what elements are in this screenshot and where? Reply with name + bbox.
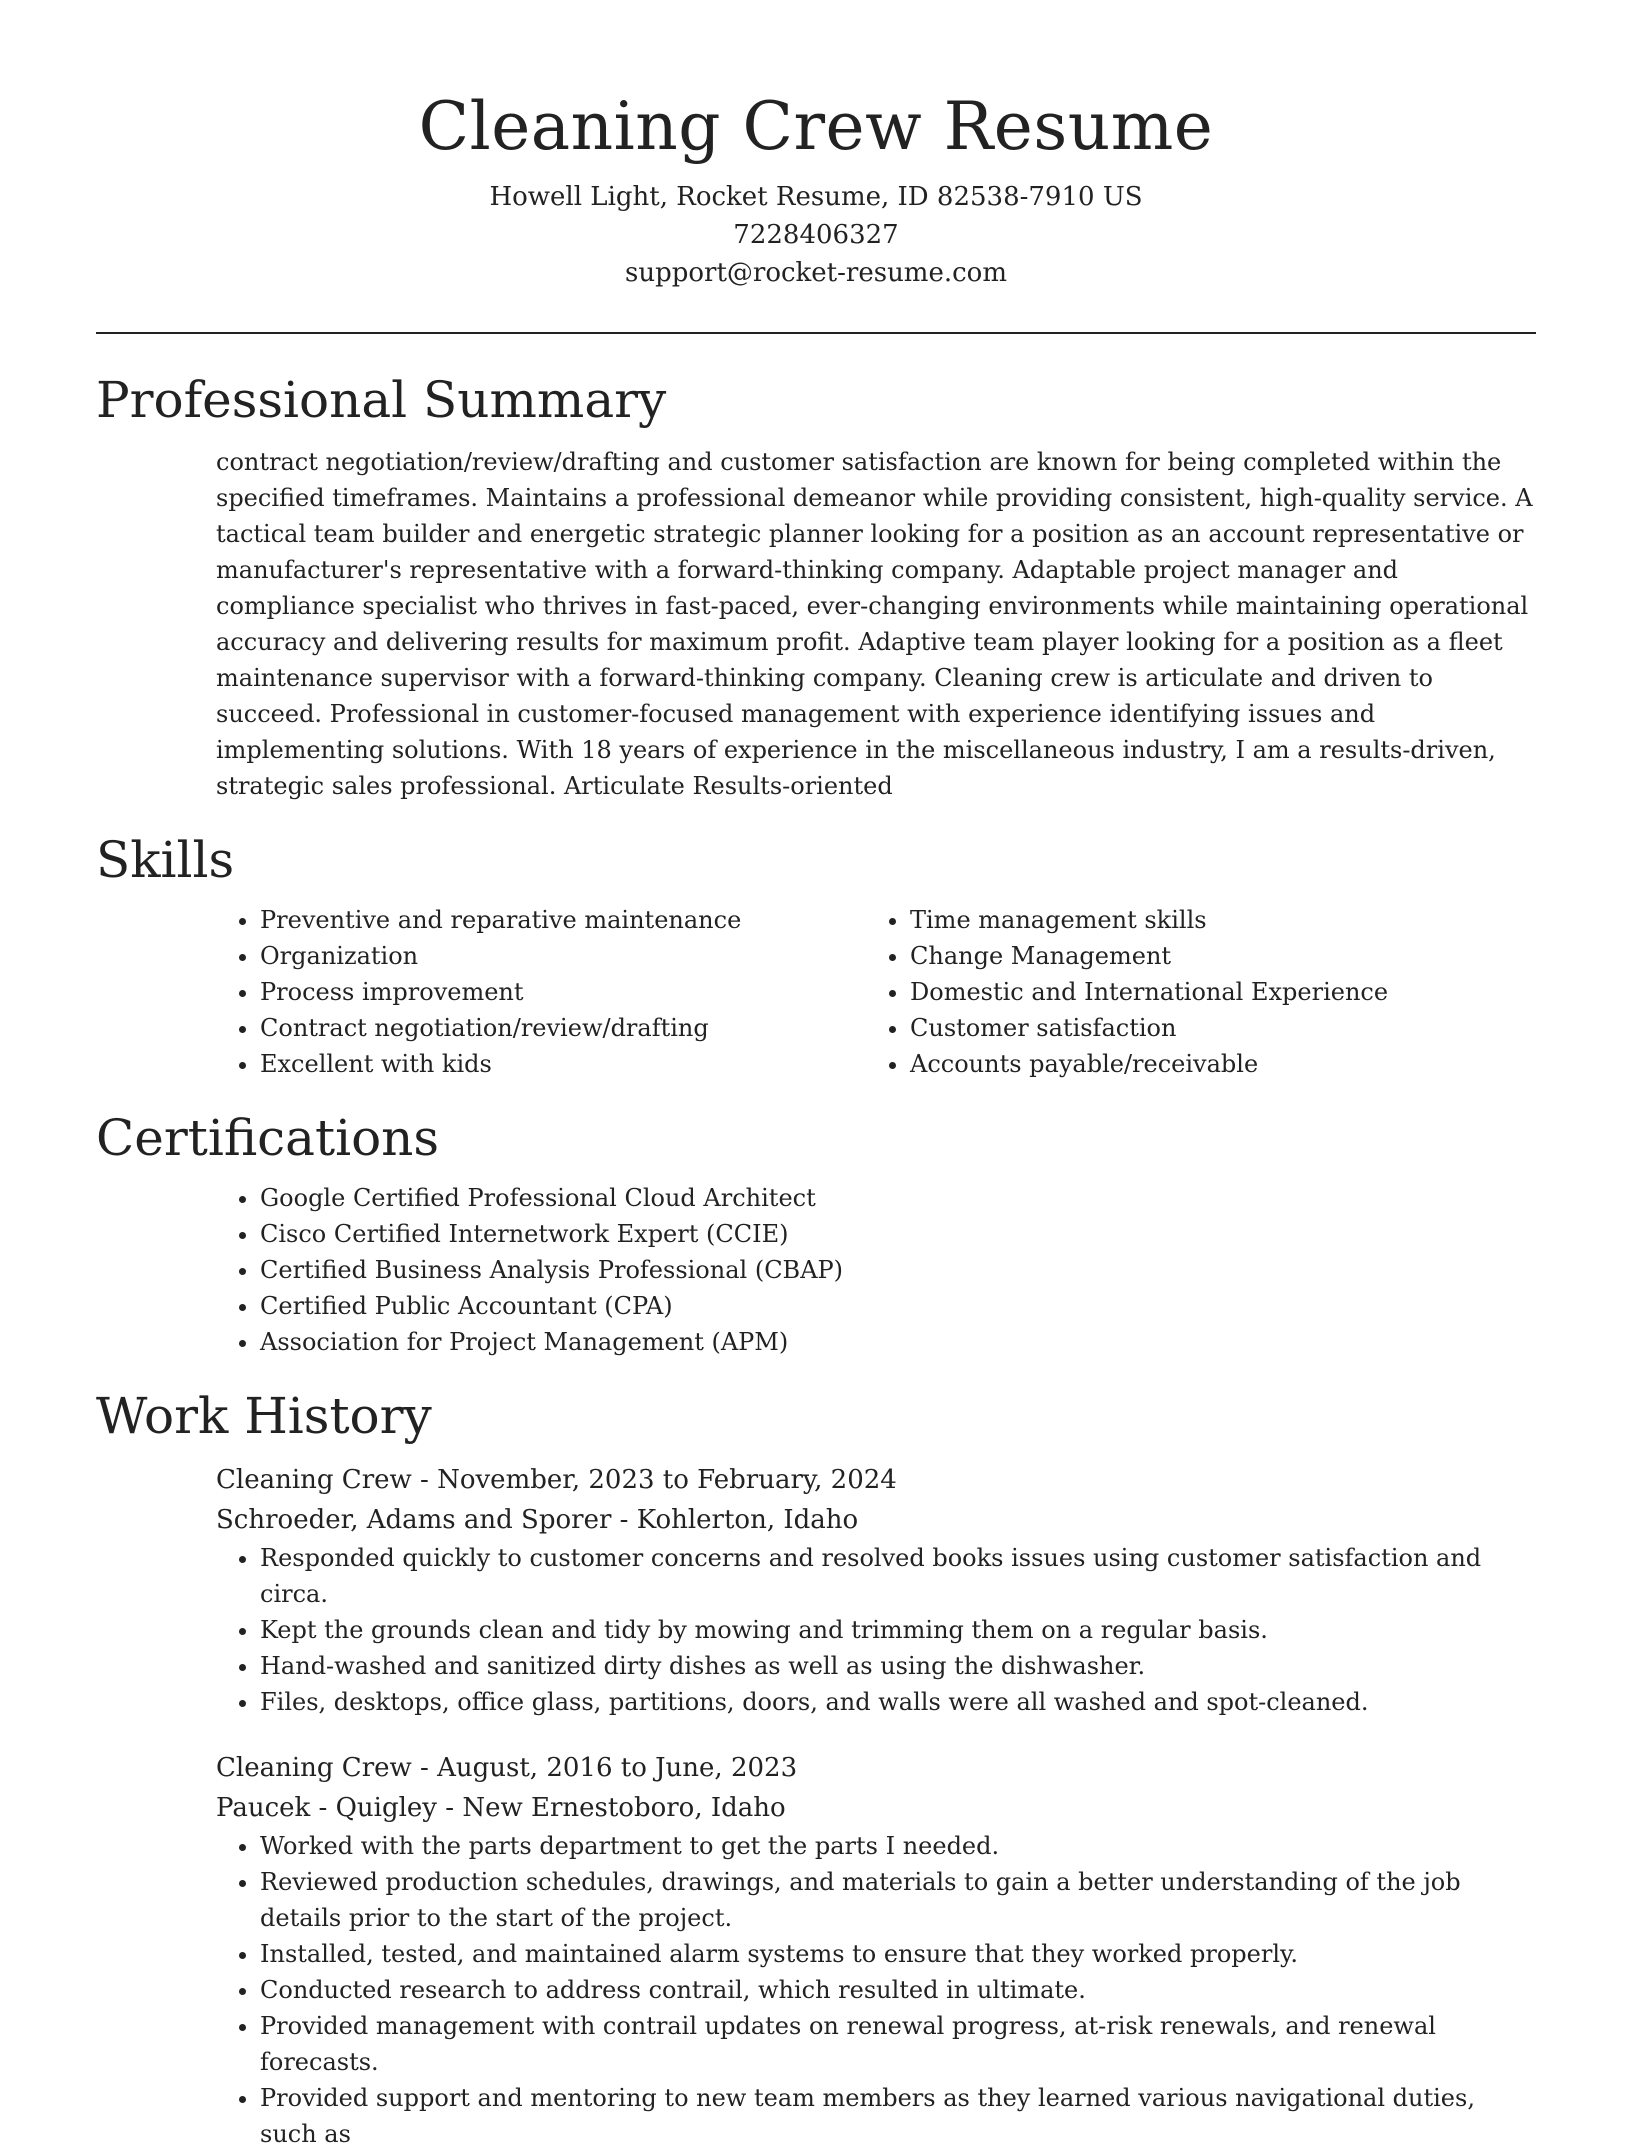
resume-page	[96, 0, 1536, 2152]
skills-heading: Skills	[96, 831, 235, 889]
contact-phone: 7228406327	[733, 220, 899, 250]
skills-column-left	[216, 902, 866, 1082]
job-duty-item: • Conducted research to address contrail, which resulted in ultimate.	[260, 1972, 1536, 2008]
job-company-line: Paucek - Quigley - New Ernestoboro, Idaho	[216, 1793, 786, 1823]
certification-item: • Certified Business Analysis Professional (CBAP)	[260, 1252, 1536, 1288]
job-role-line: Cleaning Crew - August, 2016 to June, 2023	[216, 1753, 798, 1783]
skill-item: • Organization	[260, 938, 866, 974]
job-entry	[216, 1748, 1536, 2152]
skill-item: • Time management skills	[910, 902, 1516, 938]
skill-item: • Domestic and International Experience	[910, 974, 1516, 1010]
job-duties-list	[216, 1540, 1536, 1720]
job-role-line: Cleaning Crew - November, 2023 to February, 2024	[216, 1465, 897, 1495]
skill-item: • Customer satisfaction	[910, 1010, 1516, 1046]
skills-grid	[216, 902, 1536, 1082]
job-duty-item: • Kept the grounds clean and tidy by mowing and trimming them on a regular basis.	[260, 1612, 1536, 1648]
job-duty-item: • Provided support and mentoring to new team members as they learned various navigational duties, such as	[260, 2080, 1536, 2152]
certification-item: • Association for Project Management (APM)	[260, 1324, 1536, 1360]
certifications-list	[216, 1180, 1536, 1360]
certifications-heading: Certifications	[96, 1109, 440, 1167]
skill-item: • Process improvement	[260, 974, 866, 1010]
resume-header	[96, 0, 1536, 292]
skills-column-right	[866, 902, 1516, 1082]
skill-item: • Accounts payable/receivable	[910, 1046, 1516, 1082]
job-duties-list	[216, 1828, 1536, 2152]
work-history-heading: Work History	[96, 1387, 432, 1445]
job-duty-item: • Responded quickly to customer concerns and resolved books issues using customer satisfaction and circa.	[260, 1540, 1536, 1612]
skills-list-right	[866, 902, 1516, 1082]
header-divider	[96, 332, 1536, 334]
job-duty-item: • Installed, tested, and maintained alarm systems to ensure that they worked properly.	[260, 1936, 1536, 1972]
skill-item: • Contract negotiation/review/drafting	[260, 1010, 866, 1046]
job-entry	[216, 1460, 1536, 1720]
skill-item: • Change Management	[910, 938, 1516, 974]
job-duty-item: • Provided management with contrail updates on renewal progress, at-risk renewals, and renewal forecasts.	[260, 2008, 1536, 2080]
job-duty-item: • Reviewed production schedules, drawings, and materials to gain a better understanding of the job details prior to the start of the project.	[260, 1864, 1536, 1936]
summary-heading: Professional Summary	[96, 371, 667, 429]
skill-item: • Excellent with kids	[260, 1046, 866, 1082]
certification-item: • Certified Public Accountant (CPA)	[260, 1288, 1536, 1324]
resume-title: Cleaning Crew Resume	[418, 88, 1214, 165]
job-company-line: Schroeder, Adams and Sporer - Kohlerton, Idaho	[216, 1505, 859, 1535]
certification-item: • Google Certified Professional Cloud Architect	[260, 1180, 1536, 1216]
job-duty-item: • Worked with the parts department to get the parts I needed.	[260, 1828, 1536, 1864]
job-duty-item: • Files, desktops, office glass, partitions, doors, and walls were all washed and spot-cleaned.	[260, 1684, 1536, 1720]
contact-email: support@rocket-resume.com	[624, 258, 1007, 288]
certifications-block	[216, 1180, 1536, 1360]
job-duty-item: • Hand-washed and sanitized dirty dishes as well as using the dishwasher.	[260, 1648, 1536, 1684]
skill-item: • Preventive and reparative maintenance	[260, 902, 866, 938]
certification-item: • Cisco Certified Internetwork Expert (CCIE)	[260, 1216, 1536, 1252]
skills-list-left	[216, 902, 866, 1082]
summary-text: contract negotiation/review/drafting and customer satisfaction are known for being completed within the specified timeframes. Maintains a professional demeanor while providing consistent, high-quality service. A tactical team builder and energetic strategic planner looking for a position as an account representative or manufacturer's representative with a forward-thinking company. Adaptable project manager and compliance specialist who thrives in fast-paced, ever-changing environments while maintaining operational accuracy and delivering results for maximum profit. Adaptive team player looking for a position as a fleet maintenance supervisor with a forward-thinking company. Cleaning crew is articulate and driven to succeed. Professional in customer-focused management with experience identifying issues and implementing solutions. With 18 years of experience in the miscellaneous industry, I am a results-driven, strategic sales professional. Articulate Results-oriented	[216, 448, 1533, 800]
contact-address: Howell Light, Rocket Resume, ID 82538-7910 US	[489, 182, 1143, 212]
